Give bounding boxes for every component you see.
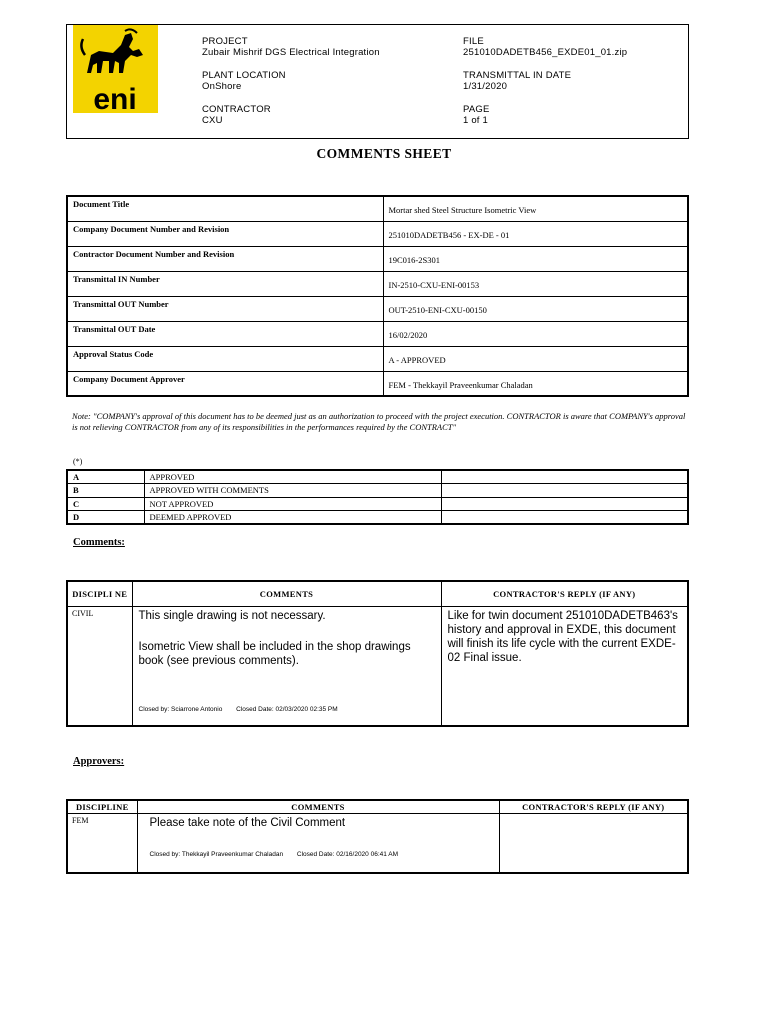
comment-line-2: Isometric View shall be included in the shop drawings book (see previous comments). <box>138 640 411 667</box>
info-label: Transmittal OUT Date <box>67 321 383 346</box>
code-row <box>67 511 688 525</box>
info-row <box>67 346 688 371</box>
approvers-section-title: Approvers: <box>73 756 125 767</box>
plant-location-value: OnShore <box>202 81 242 92</box>
comment-discipline: CIVIL <box>67 606 132 726</box>
transmittal-date-value: 1/31/2020 <box>463 81 508 92</box>
approver-comment-cell <box>137 813 499 873</box>
project-value: Zubair Mishrif DGS Electrical Integration <box>202 47 380 58</box>
approver-comment: Please take note of the Civil Comment <box>149 816 346 829</box>
transmittal-date-label: TRANSMITTAL IN DATE <box>463 70 572 81</box>
col-reply: CONTRACTOR'S REPLY (IF ANY) <box>499 800 688 813</box>
info-value: 251010DADETB456 - EX-DE - 01 <box>383 221 688 246</box>
logo-text: eni <box>93 83 137 113</box>
info-label: Contractor Document Number and Revision <box>67 246 383 271</box>
document-header <box>66 24 689 139</box>
col-comments: COMMENTS <box>132 581 441 606</box>
approver-closed-info <box>150 848 399 862</box>
page-value: 1 of 1 <box>463 115 488 126</box>
status-code: D <box>67 511 144 525</box>
status-code: C <box>67 497 144 511</box>
info-label: Approval Status Code <box>67 346 383 371</box>
info-label: Document Title <box>67 196 383 221</box>
info-row <box>67 271 688 296</box>
project-label: PROJECT <box>202 36 248 47</box>
approvers-header-row <box>67 800 688 813</box>
info-value: 19C016-2S301 <box>383 246 688 271</box>
info-value: OUT-2510-ENI-CXU-00150 <box>383 296 688 321</box>
approver-reply <box>499 813 688 873</box>
info-label: Company Document Approver <box>67 371 383 396</box>
status-desc: APPROVED <box>144 470 441 484</box>
approval-note: Note: "COMPANY's approval of this document has to be deemed just as an authorization to proceed with the project execution. CONTRACTOR is aware that COMPANY's approval is not relieving CONTRACTOR from any of its responsibilities in the performances required by the CONTRACT" <box>72 411 686 432</box>
info-label: Company Document Number and Revision <box>67 221 383 246</box>
code-row <box>67 470 688 484</box>
status-blank <box>441 484 688 498</box>
contractor-label: CONTRACTOR <box>202 104 271 115</box>
contractor-reply: Like for twin document 251010DADETB463's history and approval in EXDE, this document will finish its life cycle with the current EXDE-02 Final issue. <box>441 606 688 726</box>
status-blank <box>441 497 688 511</box>
comments-header-row <box>67 581 688 606</box>
comments-table <box>66 580 689 727</box>
code-row <box>67 484 688 498</box>
legend-mark: (*) <box>73 457 83 466</box>
status-blank <box>441 511 688 525</box>
file-value: 251010DADETB456_EXDE01_01.zip <box>463 47 628 58</box>
info-row <box>67 221 688 246</box>
info-label: Transmittal OUT Number <box>67 296 383 321</box>
col-discipline: DISCIPLINE <box>67 800 137 813</box>
closed-by: Closed by: Sciarrone Antonio <box>138 705 223 713</box>
file-label: FILE <box>463 36 484 47</box>
info-value: IN-2510-CXU-ENI-00153 <box>383 271 688 296</box>
approvers-table <box>66 799 689 874</box>
info-row <box>67 371 688 396</box>
approver-discipline: FEM <box>67 813 137 873</box>
document-info-table <box>66 195 689 397</box>
status-desc: DEEMED APPROVED <box>144 511 441 525</box>
contractor-value: CXU <box>202 115 223 126</box>
comments-section-title: Comments: <box>73 537 125 548</box>
approver-row <box>67 813 688 873</box>
col-reply: CONTRACTOR'S REPLY (IF ANY) <box>441 581 688 606</box>
status-blank <box>441 470 688 484</box>
header-left-column <box>202 36 452 138</box>
info-label: Transmittal IN Number <box>67 271 383 296</box>
status-desc: APPROVED WITH COMMENTS <box>144 484 441 498</box>
closed-date: Closed Date: 02/03/2020 02:35 PM <box>236 705 338 713</box>
closed-by: Closed by: Thekkayil Praveenkumar Chaladan <box>149 850 284 858</box>
header-right-column <box>463 36 683 138</box>
info-row <box>67 296 688 321</box>
plant-location-label: PLANT LOCATION <box>202 70 286 81</box>
info-value: A - APPROVED <box>383 346 688 371</box>
status-code: B <box>67 484 144 498</box>
info-row <box>67 321 688 346</box>
info-row <box>67 196 688 221</box>
col-comments: COMMENTS <box>137 800 499 813</box>
code-row <box>67 497 688 511</box>
info-value: FEM - Thekkayil Praveenkumar Chaladan <box>383 371 688 396</box>
info-value: Mortar shed Steel Structure Isometric View <box>383 196 688 221</box>
comment-closed-info <box>139 703 338 717</box>
closed-date: Closed Date: 02/16/2020 06:41 AM <box>296 850 399 858</box>
page-label: PAGE <box>463 104 490 115</box>
comment-line-1: This single drawing is not necessary. <box>138 609 326 622</box>
info-row <box>67 246 688 271</box>
status-desc: NOT APPROVED <box>144 497 441 511</box>
status-code-table <box>66 469 689 525</box>
eni-logo <box>73 25 158 113</box>
page-title: COMMENTS SHEET <box>316 146 452 161</box>
col-discipline: DISCIPLI NE <box>67 581 132 606</box>
info-value: 16/02/2020 <box>383 321 688 346</box>
comment-cell <box>132 606 441 726</box>
comment-row <box>67 606 688 726</box>
status-code: A <box>67 470 144 484</box>
